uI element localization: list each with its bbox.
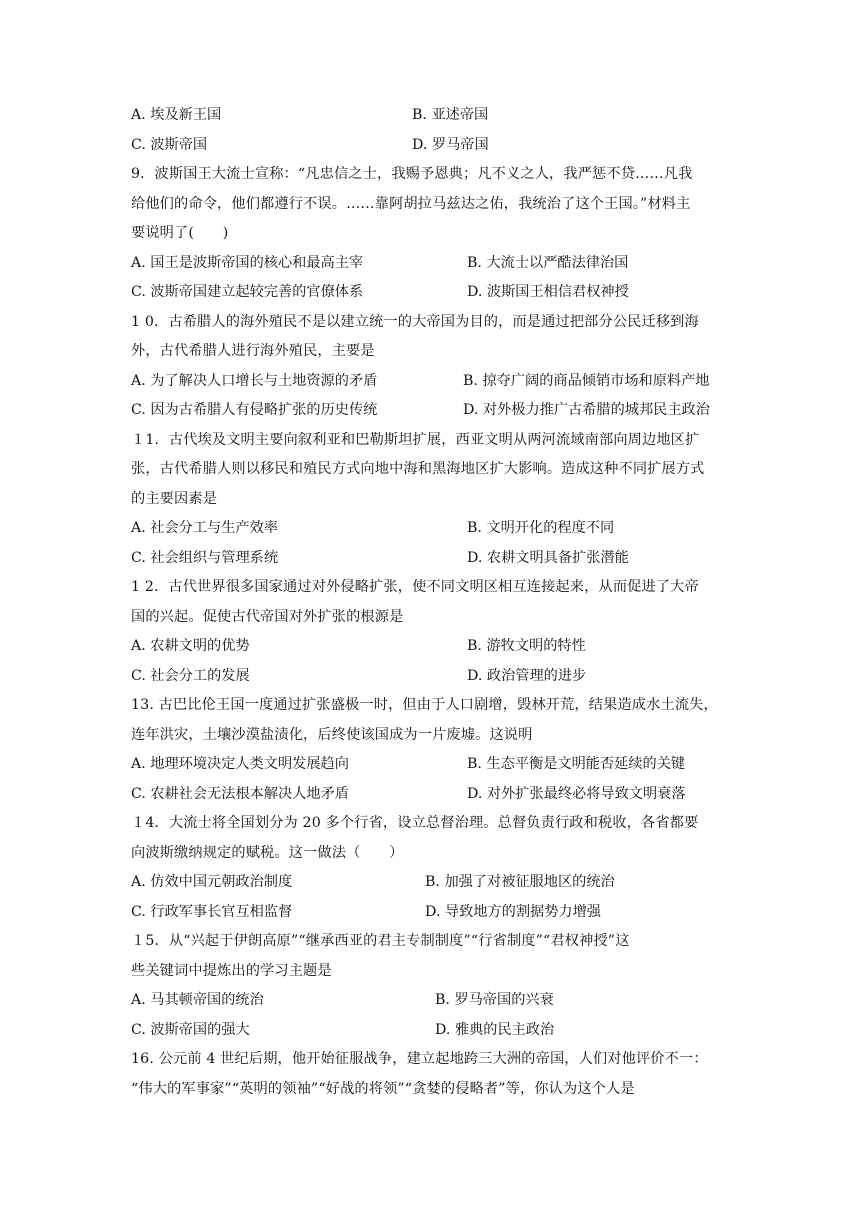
q9-stem-line-1: 9．波斯国王大流士宣称：“凡忠信之士，我赐予恩典；凡不义之人，我严惩不贷……凡我 [131,166,693,182]
q15-options-row-1 [131,986,731,1016]
q11-stem-line-1: １1．古代埃及文明主要向叙利亚和巴勒斯坦扩展，西亚文明从两河流域南部向周边地区扩 [131,431,700,448]
q9-options-row-1 [131,249,731,279]
q12-options-row-1 [131,632,731,662]
q10-option-d: D. 对外极力推广古希腊的城邦民主政治 [463,402,710,418]
q10-stem-line-1: 1 0．古希腊人的海外殖民不是以建立统一的大帝国为目的，而是通过把部分公民迁移到海 [131,313,699,330]
q8-option-a: A. 埃及新王国 [131,107,222,123]
q13-option-d: D. 对外扩张最终必将导致文明衰落 [467,785,686,802]
q15-stem-line-1: １5．从“兴起于伊朗高原”“继承西亚的君主专制制度”“行省制度”“君权神授”这 [131,933,630,949]
q8-option-c: C. 波斯帝国 [131,136,208,153]
q12-option-d: D. 政治管理的进步 [467,667,587,684]
q9-option-a: A. 国王是波斯帝国的核心和最高主宰 [131,254,364,271]
q16-stem-line-2: “伟大的军事家”“英明的领袖”“好战的将领”“贪婪的侵略者”等，你认为这个人是 [131,1080,635,1097]
q15-option-c: C. 波斯帝国的强大 [131,1021,250,1038]
q12-stem-line-2: 国的兴起。促使古代帝国对外扩张的根源是 [131,608,404,625]
q9-stem-line-3: 要说明了( ) [131,225,229,241]
q14-stem-line-2: 向波斯缴纳规定的赋税。这一做法（ ） [131,844,404,861]
q10-option-b: B. 掠夺广阔的商品倾销市场和原料产地 [463,372,710,389]
q13-option-b: B. 生态平衡是文明能否延续的关键 [467,756,686,772]
q12-options-row-2 [131,662,731,692]
q14-option-a: A. 仿效中国元朝政治制度 [131,874,293,890]
q13-options-row-1 [131,750,731,780]
q12-option-b: B. 游牧文明的特性 [467,638,586,654]
q10-options-row-1 [131,367,731,397]
q10-option-c: C. 因为古希腊人有侵略扩张的历史传统 [131,402,378,418]
q9-option-b: B. 大流士以严酷法律治国 [467,254,629,271]
q11-stem-line-3: 的主要因素是 [131,490,218,507]
q15-option-b: B. 罗马帝国的兴衰 [435,992,554,1008]
q8-option-d: D. 罗马帝国 [412,136,489,153]
q15-options-row-2 [131,1016,731,1046]
q15-option-d: D. 雅典的民主政治 [435,1021,555,1038]
q12-option-c: C. 社会分工的发展 [131,667,250,684]
q14-option-c: C. 行政军事长官互相监督 [131,903,293,920]
q13-stem-line-2: 连年洪灾，土壤沙漠盐渍化，后终使该国成为一片废墟。这说明 [131,726,533,743]
q12-stem-line-1: 1 2．古代世界很多国家通过对外侵略扩张，使不同文明区相互连接起来，从而促进了大帝 [131,579,699,595]
q15-stem-line-2: 些关键词中提炼出的学习主题是 [131,962,332,979]
q14-stem-line-1: １4．大流士将全国划分为 20 多个行省，设立总督治理。总督负责行政和税收，各省都要 [131,815,699,831]
q11-option-b: B. 文明开化的程度不同 [467,520,615,536]
q11-stem-line-2: 张，古代希腊人则以移民和殖民方式向地中海和黑海地区扩大影响。造成这种不同扩展方式 [131,461,705,477]
q15-option-a: A. 马其顿帝国的统治 [131,992,264,1008]
q9-option-c: C. 波斯帝国建立起较完善的官僚体系 [131,284,364,300]
q12-option-a: A. 农耕文明的优势 [131,638,250,654]
q16-stem-line-1: 16. 公元前 4 世纪后期，他开始征服战争，建立起地跨三大洲的帝国，人们对他评价不一： [131,1051,708,1067]
q11-option-a: A. 社会分工与生产效率 [131,520,278,536]
q13-option-c: C. 农耕社会无法根本解决人地矛盾 [131,785,349,802]
q8-options-row-1 [131,101,731,131]
q11-options-row-2 [131,544,731,574]
q14-options-row-2 [131,898,731,928]
q11-option-c: C. 社会组织与管理系统 [131,549,279,566]
q11-option-d: D. 农耕文明具备扩张潜能 [467,549,629,566]
q14-option-b: B. 加强了对被征服地区的统治 [425,874,615,890]
q14-options-row-1 [131,868,731,898]
q13-options-row-2 [131,780,731,810]
q10-option-a: A. 为了解决人口增长与土地资源的矛盾 [131,372,378,389]
q14-option-d: D. 导致地方的割据势力增强 [425,903,601,920]
q13-option-a: A. 地理环境决定人类文明发展趋向 [131,756,349,772]
q10-stem-line-2: 外，古代希腊人进行海外殖民，主要是 [131,343,375,359]
q10-options-row-2 [131,396,731,426]
q9-options-row-2 [131,278,731,308]
q8-options-row-2 [131,131,731,161]
q8-option-b: B. 亚述帝国 [412,107,489,123]
q13-stem-line-1: 13. 古巴比伦王国一度通过扩张盛极一时，但由于人口剧增，毁林开荒，结果造成水土流失， [131,697,718,713]
q11-options-row-1 [131,514,731,544]
question-list [131,101,731,1104]
q9-option-d: D. 波斯国王相信君权神授 [467,284,629,300]
q9-stem-line-2: 给他们的命令，他们都遵行不误。……靠阿胡拉马兹达之佑，我统治了这个王国。”材料主 [131,195,691,212]
